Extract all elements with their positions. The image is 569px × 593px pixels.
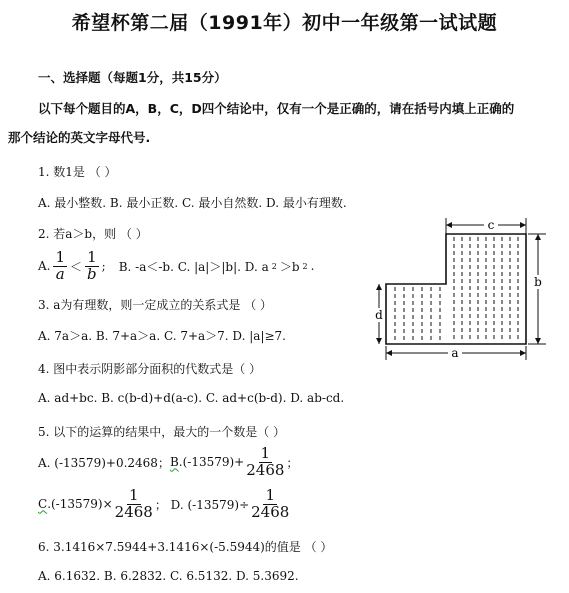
label-c: c [487, 218, 495, 232]
fraction-denominator: a [55, 264, 65, 283]
fraction-1-over-2468 [113, 488, 155, 521]
question-1-stem: 1. 数1是 （ ） [38, 165, 117, 179]
question-1-options: A. 最小整数. B. 最小正数. C. 最小自然数. D. 最小有理数. [38, 196, 347, 210]
question-4-options: A. ad+bc. B. c(b-d)+d(a-c). C. ad+c(b-d). D. ab-cd. [38, 391, 345, 405]
option-b-expression: .(-13579)+ [178, 455, 245, 470]
question-2-options [38, 250, 314, 283]
arrowhead [386, 350, 392, 356]
option-b-label: B [169, 455, 179, 470]
fraction-1-over-b [85, 250, 99, 283]
fraction-denominator: 2468 [251, 502, 290, 521]
fraction-numerator: 1 [87, 248, 97, 266]
instructions-line-2: 那个结论的英文字母代号. [8, 130, 151, 145]
option-c-expression: .(-13579)× [47, 497, 113, 512]
fraction-denominator: 2468 [114, 502, 153, 521]
option-d-end: . [310, 259, 315, 274]
label-a: a [451, 346, 459, 360]
arrowhead [376, 338, 382, 344]
separator: ； [286, 455, 299, 470]
less-than-sign: ＜ [70, 259, 83, 274]
arrowhead [535, 234, 541, 240]
page-title: 希望杯第二届（1991年）初中一年级第一试试题 [71, 12, 498, 34]
shading-left [395, 287, 440, 342]
fraction-numerator: 1 [260, 444, 271, 462]
section-heading: 一、选择题（每题1分，共15分） [38, 70, 227, 85]
question-5-stem: 5. 以下的运算的结果中，最大的一个数是（ ） [38, 425, 286, 439]
arrowhead [446, 222, 452, 228]
shading-right [454, 237, 518, 342]
arrowhead [535, 338, 541, 344]
separator: ; [101, 259, 106, 274]
option-d-mid: ＞b [279, 259, 300, 274]
question-3-stem: 3. a为有理数，则一定成立的关系式是 （ ） [38, 298, 273, 312]
fraction-1-over-2468 [244, 446, 286, 479]
option-d-expression: ； D. (-13579)÷ [154, 497, 250, 512]
question-6-options: A. 6.1632. B. 6.2832. C. 6.5132. D. 5.3692. [38, 569, 299, 583]
question-5-options-ab [38, 446, 298, 479]
option-c-label: C [38, 497, 48, 512]
label-d: d [375, 308, 383, 322]
label-b: b [534, 275, 542, 289]
options-b-c-d: B. -a＜-b. C. |a|＞|b|. D. a [118, 259, 269, 274]
question-5-options-cd [38, 488, 291, 521]
arrowhead [520, 350, 526, 356]
fraction-denominator: b [87, 264, 97, 283]
instructions-line-1: 以下每个题目的A，B，C，D四个结论中，仅有一个是正确的，请在括号内填上正确的 [38, 101, 515, 116]
fraction-numerator: 1 [55, 248, 66, 266]
fraction-denominator: 2468 [246, 460, 285, 479]
exponent: 2 [271, 261, 277, 271]
option-a: A. (-13579)+0.2468； [38, 455, 170, 470]
question-6-stem: 6. 3.1416×7.5944+3.1416×(-5.5944)的值是 （ ） [38, 540, 333, 554]
fraction-numerator: 1 [265, 486, 275, 504]
l-shape-outline [386, 234, 526, 344]
question-3-options: A. 7a＞a. B. 7+a＞a. C. 7+a＞7. D. |a|≥7. [38, 329, 286, 343]
fraction-1-over-2468 [249, 488, 291, 521]
fraction-numerator: 1 [128, 486, 139, 504]
option-a-label: A. [38, 259, 51, 274]
fraction-1-over-a [53, 250, 67, 283]
question-2-stem: 2. 若a＞b，则 （ ） [38, 227, 148, 241]
arrowhead [376, 284, 382, 290]
arrowhead [520, 222, 526, 228]
shaded-area-figure [370, 212, 560, 367]
question-4-stem: 4. 图中表示阴影部分面积的代数式是（ ） [38, 362, 262, 376]
exponent: 2 [302, 261, 308, 271]
